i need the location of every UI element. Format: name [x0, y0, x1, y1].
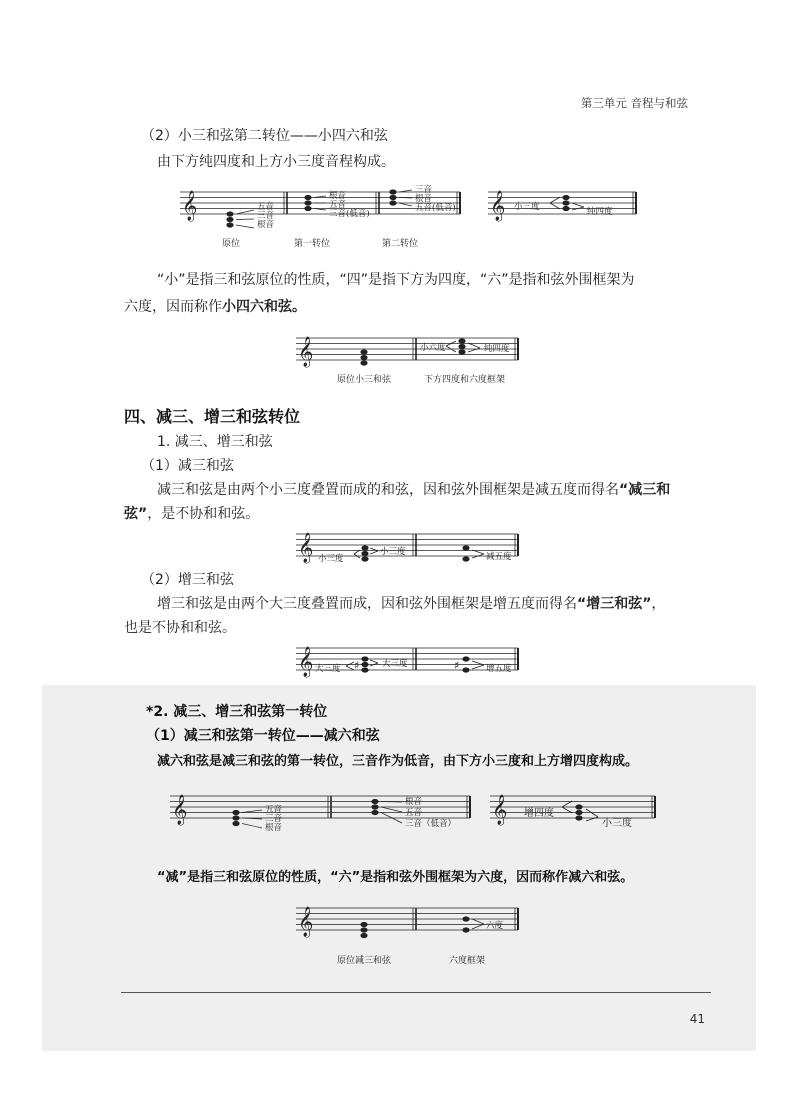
- treble-clef-icon: 𝄞: [298, 337, 314, 367]
- aug-para-line2: 也是不协和和弦。: [124, 620, 236, 636]
- treble-clef-icon: 𝄞: [298, 907, 314, 937]
- page-number: 41: [689, 1012, 705, 1026]
- aug-title: （2）增三和弦: [141, 572, 234, 588]
- section-heading-4: 四、减三、增三和弦转位: [124, 407, 301, 426]
- label-sixth: 六度: [486, 921, 504, 931]
- caption-fourth-sixth-framework: 下方四度和六度框架: [424, 375, 506, 385]
- label-aug-fourth: 增四度: [524, 808, 554, 819]
- box-subtitle: （1）减三和弦第一转位——减六和弦: [146, 728, 380, 744]
- section-desc: 由下方纯四度和上方小三度音程构成。: [157, 154, 395, 170]
- box-para: “减”是指三和弦原位的性质，“六”是指和弦外围框架为六度，因而称作减六和弦。: [157, 870, 634, 885]
- label-aug-lower: 大三度: [315, 664, 341, 674]
- label-aug-fifth: 增五度: [486, 664, 512, 674]
- caption-sixth-framework: 六度框架: [449, 956, 486, 966]
- treble-clef-icon: 𝄞: [298, 647, 314, 677]
- box-note-labels-inversion: 根音 五音 三音（低音）: [405, 797, 457, 829]
- dim-para-line2: 弦”，是不协和和弦。: [124, 506, 260, 522]
- treble-clef-icon: 𝄞: [490, 191, 506, 221]
- paragraph-explain-line2: 六度，因而称作小四六和弦。: [124, 299, 306, 315]
- label-minor-third: 小三度: [514, 202, 540, 212]
- caption-root-dim-triad: 原位减三和弦: [337, 956, 392, 966]
- label-minor-sixth: 小六度: [420, 343, 446, 353]
- staff-interval-framework: [488, 186, 638, 226]
- dim-para-line1: 减三和弦是由两个小三度叠置而成的和弦，因和弦外围框架是减五度而得名“减三和: [157, 482, 671, 498]
- label-dim-lower: 小三度: [318, 554, 344, 564]
- paragraph-explain-line1: “小”是指三和弦原位的性质，“四”是指下方为四度，“六”是指和弦外围框架为: [157, 272, 635, 288]
- caption-root-minor-triad: 原位小三和弦: [337, 375, 392, 385]
- label-dim-upper: 小三度: [380, 547, 406, 557]
- treble-clef-icon: 𝄞: [172, 795, 188, 825]
- treble-clef-icon: 𝄞: [298, 533, 314, 563]
- caption-first-inversion: 第一转位: [294, 239, 331, 249]
- caption-second-inversion: 第二转位: [382, 239, 419, 249]
- label-perfect-fourth: 纯四度: [587, 207, 613, 217]
- note-labels-first-inversion: 根音 五音 三音(低音): [329, 191, 370, 219]
- sharp-icon: ♯: [354, 659, 360, 672]
- box-desc: 减六和弦是减三和弦的第一转位，三音作为低音，由下方小三度和上方增四度构成。: [157, 754, 639, 769]
- treble-clef-icon: 𝄞: [492, 795, 508, 825]
- dim-title: （1）减三和弦: [141, 458, 234, 474]
- label-perfect-fourth-2: 纯四度: [484, 344, 510, 354]
- box-note-labels-root: 五音 三音 根音: [265, 805, 283, 833]
- aug-para-line1: 增三和弦是由两个大三度叠置而成，因和弦外围框架是增五度而得名“增三和弦”，: [157, 596, 666, 612]
- caption-root-position: 原位: [222, 239, 241, 249]
- footer-divider: [121, 992, 711, 993]
- label-aug-upper: 大三度: [382, 659, 408, 669]
- sharp-icon: ♯: [454, 659, 460, 672]
- staff-dim-six-framework: [490, 790, 660, 830]
- running-header: 第三单元 音程与和弦: [580, 96, 688, 110]
- note-labels-second-inversion: 三音 根音 五音(低音): [415, 185, 456, 213]
- label-dim-fifth: 减五度: [486, 552, 512, 562]
- subheading-dim-aug: 1. 减三、增三和弦: [157, 434, 273, 450]
- label-minor-third-box: 小三度: [602, 818, 632, 829]
- treble-clef-icon: 𝄞: [182, 191, 198, 221]
- section-title-minor-six-four: （2）小三和弦第二转位——小四六和弦: [141, 128, 388, 144]
- note-labels-root: 五音 三音 根音: [257, 202, 275, 230]
- box-title: *2. 减三、增三和弦第一转位: [146, 704, 328, 720]
